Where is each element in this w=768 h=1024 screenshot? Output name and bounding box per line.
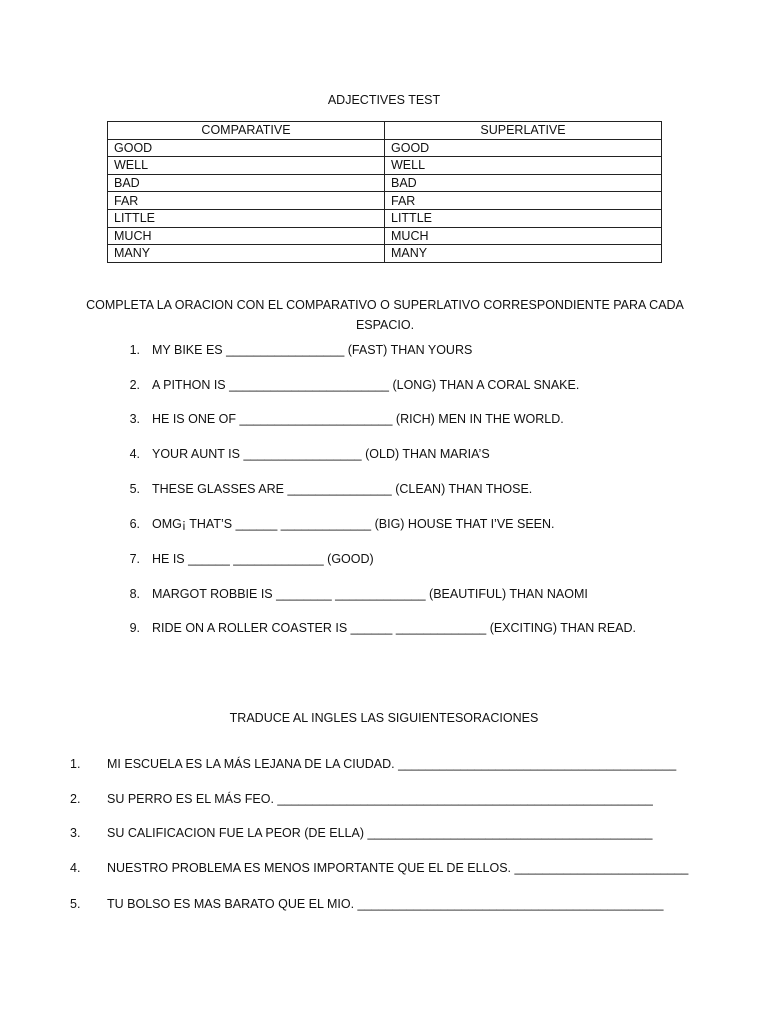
table-row — [108, 227, 662, 245]
translation-number: 2. — [70, 792, 81, 806]
exercise-sentence: OMG¡ THAT’S ______ _____________ (BIG) HOUSE THAT I’VE SEEN. — [152, 517, 555, 531]
translation-number: 4. — [70, 861, 81, 875]
exercise-sentence: A PITHON IS _______________________ (LONG) THAN A CORAL SNAKE. — [152, 378, 580, 392]
exercise-sentence: YOUR AUNT IS _________________ (OLD) THAN MARIA’S — [152, 447, 490, 461]
exercise-sentence: MARGOT ROBBIE IS ________ _____________ (BEAUTIFUL) THAN NAOMI — [152, 587, 588, 601]
translation-sentence: MI ESCUELA ES LA MÁS LEJANA DE LA CIUDAD. ________________________________________ — [107, 757, 677, 771]
exercise-number: 4. — [129, 447, 140, 461]
translation-number: 1. — [70, 757, 81, 771]
exercise-sentence: THESE GLASSES ARE _______________ (CLEAN) THAN THOSE. — [152, 482, 533, 496]
table-row — [108, 209, 662, 227]
column-header-superlative: SUPERLATIVE — [385, 122, 662, 140]
exercise-number: 2. — [129, 378, 140, 392]
column-header-comparative: COMPARATIVE — [108, 122, 385, 140]
table-cell: WELL — [108, 157, 385, 175]
table-cell: LITTLE — [385, 209, 662, 227]
table-header-row — [108, 122, 662, 140]
translation-sentence: SU CALIFICACION FUE LA PEOR (DE ELLA) _________________________________________ — [107, 826, 653, 840]
table-cell: MUCH — [385, 227, 662, 245]
adjectives-table — [107, 121, 662, 263]
exercise-number: 9. — [129, 621, 140, 635]
table-row — [108, 245, 662, 263]
table-cell: BAD — [108, 174, 385, 192]
table-cell: MUCH — [108, 227, 385, 245]
table-row — [108, 174, 662, 192]
translation-sentence: TU BOLSO ES MAS BARATO QUE EL MIO. ____________________________________________ — [107, 897, 664, 911]
table-cell: MANY — [108, 245, 385, 263]
exercise-sentence: RIDE ON A ROLLER COASTER IS ______ _____________ (EXCITING) THAN READ. — [152, 621, 637, 635]
table-cell: WELL — [385, 157, 662, 175]
table-row — [108, 139, 662, 157]
section1-instruction: COMPLETA LA ORACION CON EL COMPARATIVO O SUPERLATIVO CORRESPONDIENTE PARA CADA ESPACIO. — [86, 298, 684, 332]
exercise-number: 1. — [129, 343, 140, 357]
table-cell: GOOD — [385, 139, 662, 157]
exercise-number: 7. — [129, 552, 140, 566]
translation-sentence: SU PERRO ES EL MÁS FEO. ______________________________________________________ — [107, 792, 653, 806]
exercise-number: 3. — [129, 412, 140, 426]
exercise-number: 5. — [129, 482, 140, 496]
table-cell: LITTLE — [108, 209, 385, 227]
table-cell: FAR — [385, 192, 662, 210]
exercise-sentence: HE IS ______ _____________ (GOOD) — [152, 552, 374, 566]
table-cell: GOOD — [108, 139, 385, 157]
exercise-sentence: MY BIKE ES _________________ (FAST) THAN YOURS — [152, 343, 473, 357]
translation-sentence: NUESTRO PROBLEMA ES MENOS IMPORTANTE QUE EL DE ELLOS. _________________________ — [107, 861, 689, 875]
exercise-number: 8. — [129, 587, 140, 601]
page-title: ADJECTIVES TEST — [327, 93, 441, 107]
table-cell: MANY — [385, 245, 662, 263]
table-row — [108, 157, 662, 175]
section2-title: TRADUCE AL INGLES LAS SIGUIENTESORACIONES — [229, 711, 539, 725]
exercise-number: 6. — [129, 517, 140, 531]
translation-number: 3. — [70, 826, 81, 840]
table-cell: FAR — [108, 192, 385, 210]
translation-number: 5. — [70, 897, 81, 911]
table-cell: BAD — [385, 174, 662, 192]
table-row — [108, 192, 662, 210]
exercise-sentence: HE IS ONE OF ______________________ (RICH) MEN IN THE WORLD. — [152, 412, 564, 426]
